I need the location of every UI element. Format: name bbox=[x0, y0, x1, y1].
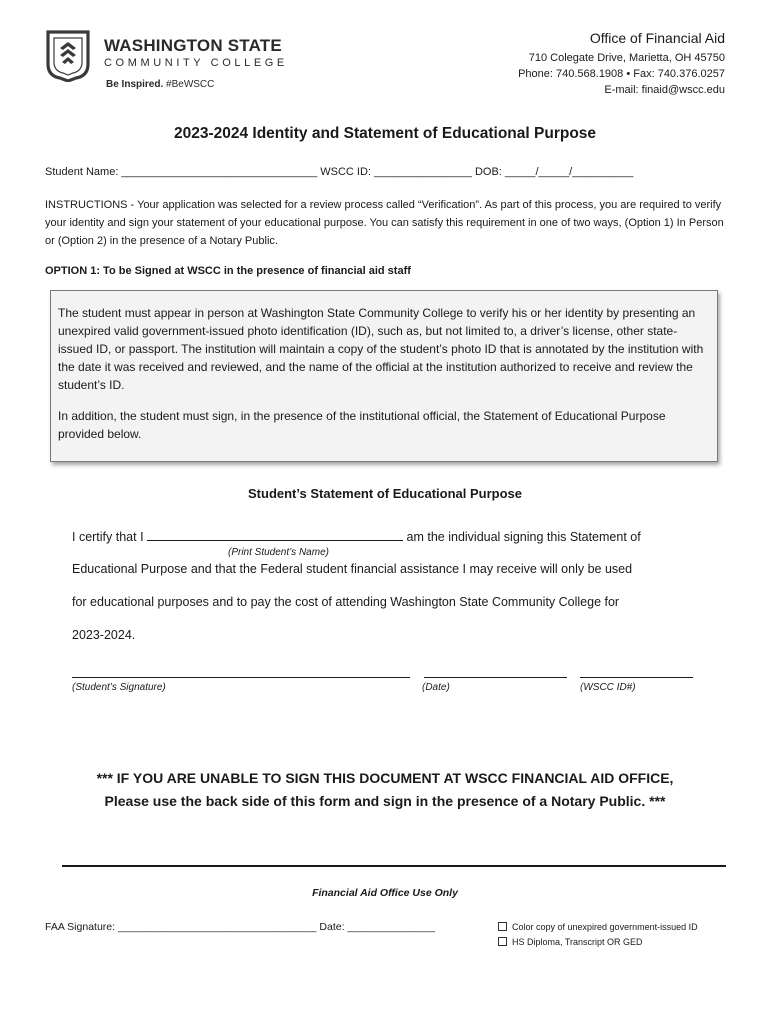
office-address: 710 Colegate Drive, Marietta, OH 45750 bbox=[528, 52, 725, 64]
logo-title: WASHINGTON STATE bbox=[104, 36, 282, 55]
college-logo-icon bbox=[44, 28, 92, 82]
college-logo bbox=[44, 28, 288, 92]
checkbox-icon[interactable] bbox=[498, 922, 507, 931]
section-divider bbox=[62, 865, 726, 867]
logo-tagline-hash: #BeWSCC bbox=[166, 79, 215, 90]
wscc-id-field[interactable] bbox=[580, 677, 693, 678]
certify-line-1 bbox=[72, 528, 641, 544]
notary-notice-line-1: *** IF YOU ARE UNABLE TO SIGN THIS DOCUMENT AT WSCC FINANCIAL AID OFFICE, bbox=[96, 770, 674, 786]
checkbox-item-photo-id[interactable] bbox=[498, 922, 698, 932]
checkbox-label-diploma: HS Diploma, Transcript OR GED bbox=[512, 937, 643, 947]
option1-paragraph-1: The student must appear in person at Washington State Community College to verify his or her identity by presenting an unexpired valid government-issued photo identification (ID), such as, but not limited to, a driver’s license, other state-issued ID, or passport. The institution will maintain a copy of the student’s photo ID that is annotated by the institution with the date it was received and reviewed, and the name of the official at the institution authorized to receive and review the student’s ID. bbox=[58, 306, 704, 392]
office-name: Office of Financial Aid bbox=[589, 30, 725, 46]
checkbox-icon[interactable] bbox=[498, 937, 507, 946]
certify-suffix: am the individual signing this Statement of bbox=[406, 530, 641, 544]
date-caption: (Date) bbox=[422, 682, 450, 693]
wscc-id-caption: (WSCC ID#) bbox=[580, 682, 636, 693]
option1-paragraph-2: In addition, the student must sign, in the presence of the institutional official, the Statement of Educational Purpose provided below. bbox=[58, 409, 666, 441]
certify-line-3: for educational purposes and to pay the cost of attending Washington State Community College for bbox=[72, 595, 620, 609]
office-contact bbox=[518, 30, 725, 98]
document-title: 2023-2024 Identity and Statement of Educational Purpose bbox=[173, 125, 597, 142]
option1-heading: OPTION 1: To be Signed at WSCC in the presence of financial aid staff bbox=[45, 265, 411, 277]
statement-title: Student’s Statement of Educational Purpose bbox=[248, 486, 522, 501]
logo-tagline bbox=[106, 79, 214, 90]
student-signature-field[interactable] bbox=[72, 677, 410, 678]
office-email: E-mail: finaid@wscc.edu bbox=[604, 84, 725, 96]
student-info-line[interactable]: Student Name: ________________________________ WSCC ID: ________________ DOB: _____/_____/__________ bbox=[45, 166, 634, 178]
certify-prefix: I certify that I bbox=[72, 530, 144, 544]
signature-caption: (Student’s Signature) bbox=[72, 682, 166, 693]
certify-line-4: 2023-2024. bbox=[72, 628, 136, 642]
faa-signature-line[interactable]: FAA Signature: __________________________________ Date: _______________ bbox=[45, 921, 436, 933]
certify-line-2: Educational Purpose and that the Federal student financial assistance I may receive will only be used bbox=[72, 562, 633, 576]
logo-subtitle: COMMUNITY COLLEGE bbox=[104, 57, 288, 69]
print-name-field[interactable] bbox=[147, 528, 403, 541]
checkbox-label-photo-id: Color copy of unexpired government-issued ID bbox=[512, 922, 698, 932]
print-name-caption: (Print Student’s Name) bbox=[228, 547, 329, 558]
office-use-heading: Financial Aid Office Use Only bbox=[312, 887, 458, 899]
office-phone-fax: Phone: 740.568.1908 • Fax: 740.376.0257 bbox=[518, 68, 725, 80]
checkbox-item-diploma[interactable] bbox=[498, 937, 643, 947]
notary-notice bbox=[0, 767, 770, 813]
logo-tagline-bold: Be Inspired. bbox=[106, 79, 164, 90]
instructions-text: INSTRUCTIONS - Your application was selected for a review process called “Verification”. As part of this process, you are required to verify your identity and sign your statement of your educational purpose. You can satisfy this requirement in one of two ways, (Option 1) In Person or (Option 2) in the presence of a Notary Public. bbox=[45, 199, 724, 247]
notary-notice-line-2: Please use the back side of this form and sign in the presence of a Notary Public. *** bbox=[104, 793, 666, 809]
date-field[interactable] bbox=[424, 677, 567, 678]
